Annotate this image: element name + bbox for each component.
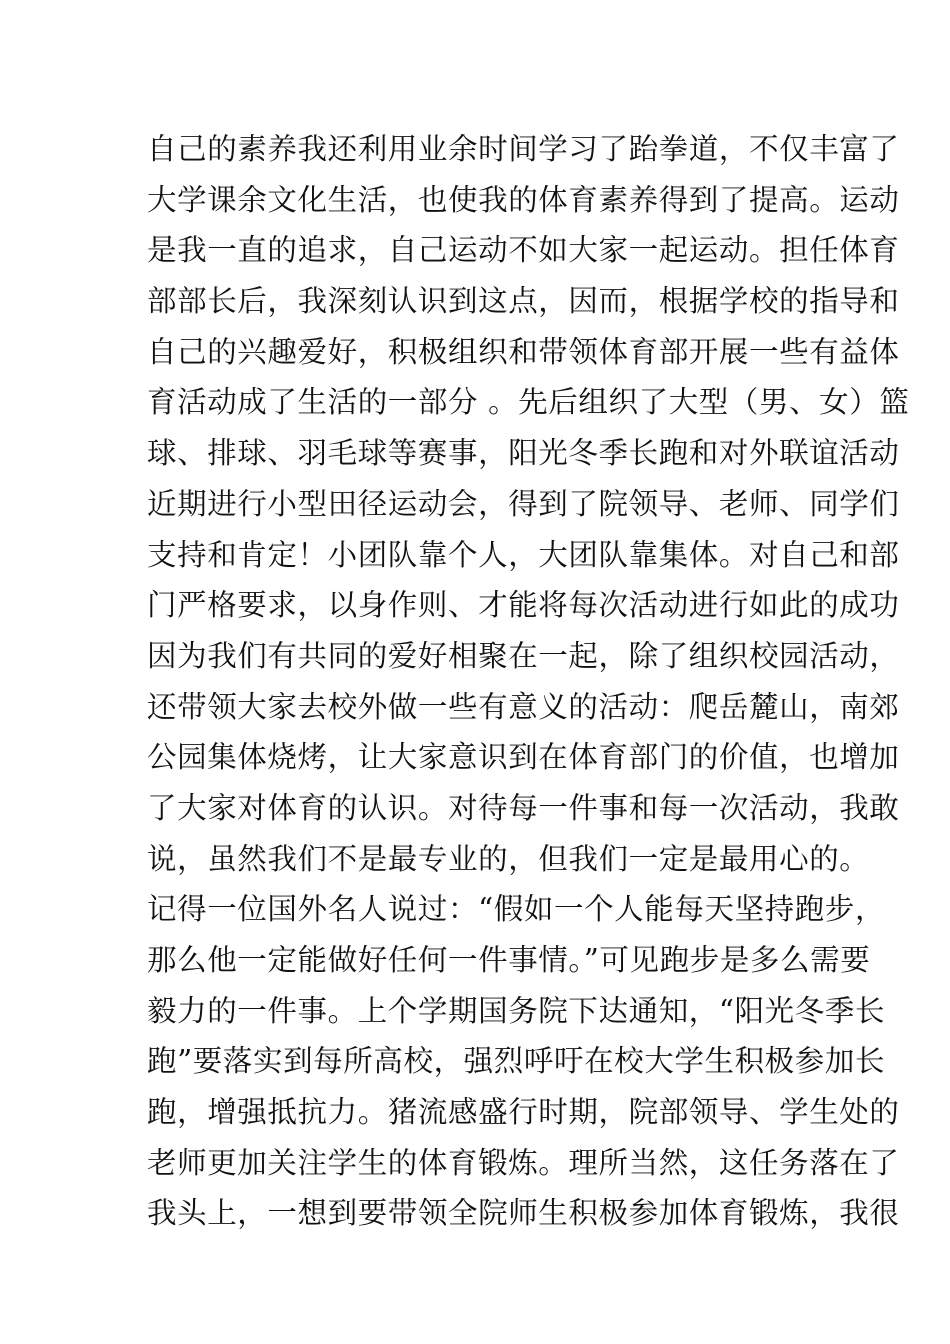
text-line: 那么他一定能做好任何一件事情。”可见跑步是多么需要 [147,943,871,977]
text-line: 跑，增强抵抗力。猪流感盛行时期，院部领导、学生处的 [147,1095,900,1130]
text-line: 支持和肯定！小团队靠个人，大团队靠集体。对自己和部 [147,537,900,572]
text-line: 育活动成了生活的一部分 。先后组织了大型（男、女）篮 [147,385,910,420]
text-line: 还带领大家去校外做一些有意义的活动：爬岳麓山，南郊 [147,689,900,724]
text-line: 跑”要落实到每所高校，强烈呼吁在校大学生积极参加长 [147,1044,886,1079]
text-line: 公园集体烧烤，让大家意识到在体育部门的价值，也增加 [147,740,900,775]
text-line: 门严格要求，以身作则、才能将每次活动进行如此的成功 [147,588,900,623]
body-text [147,124,910,1239]
text-line: 是我一直的追求，自己运动不如大家一起运动。担任体育 [147,233,900,268]
text-line: 老师更加关注学生的体育锻炼。理所当然，这任务落在了 [147,1145,900,1180]
text-line: 记得一位国外名人说过：“假如一个人能每天坚持跑步， [147,892,886,927]
text-line: 了大家对体育的认识。对待每一件事和每一次活动，我敢 [147,790,900,825]
text-line: 自己的兴趣爱好，积极组织和带领体育部开展一些有益体 [147,334,900,369]
text-line: 说，虽然我们不是最专业的，但我们一定是最用心的。 [147,841,870,876]
text-line: 毅力的一件事。上个学期国务院下达通知，“阳光冬季长 [147,993,886,1028]
text-line: 大学课余文化生活，也使我的体育素养得到了提高。运动 [147,182,900,217]
text-line: 部部长后，我深刻认识到这点，因而，根据学校的指导和 [147,284,900,319]
text-line: 球、排球、羽毛球等赛事，阳光冬季长跑和对外联谊活动 [147,436,900,471]
text-line: 自己的素养我还利用业余时间学习了跆拳道，不仅丰富了 [147,132,900,166]
text-line: 我头上，一想到要带领全院师生积极参加体育锻炼，我很 [147,1196,900,1231]
text-line: 近期进行小型田径运动会，得到了院领导、老师、同学们 [147,486,900,521]
text-line: 因为我们有共同的爱好相聚在一起，除了组织校园活动， [147,638,900,673]
